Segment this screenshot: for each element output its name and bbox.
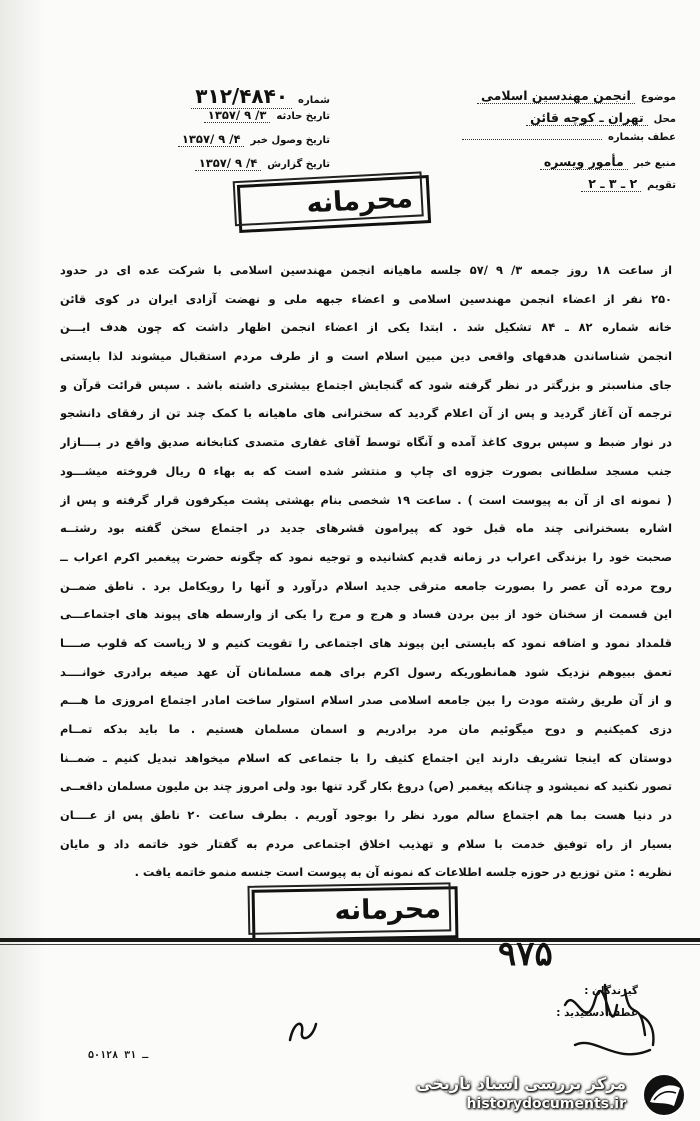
body-line: دزی کمیکنیم و دوح میگوئیم مان مرد برادریم و اسمان مسلمان هستیم . ما باید بدکه تمــام [60,722,672,736]
event-date-label: تاریخ حادثه [276,111,330,122]
body-line: در نوار ضبط و سپس بروی کاغذ آمده و آنگاه توسط آقای غفاری متصدی کتابخانه صدیق واقع در بــــازار [60,435,672,450]
receipt-date-row [100,132,330,156]
subject-label: موضوع [640,92,676,103]
handwritten-mark [282,1010,322,1050]
receipt-date-value: ۴/ ۹ /۱۳۵۷ [178,132,245,147]
report-date-row [100,156,330,180]
reference-value [462,139,602,140]
body-line: جای مناسبتر و بزرگتر در نظر گرفته شود که گنجایش اجتماع بیشتری داشته باشد . سپس قرائت قرآن و [60,377,672,392]
place-row [386,110,676,132]
subject-row [386,88,676,110]
body-line: بسیار از راه توفیق خدمت با سلام و تهذیب اخلاق اجتماعی مردم به گفتار خود خاتمه داد و مایان [60,836,672,851]
confidential-stamp-bottom: محرمانه [252,886,459,942]
number-value: ۳۱۲/۴۸۴۰ [191,84,292,109]
body-line: روح مرده آن عصر را بصورت جامعه مترقی جدید اسلام درآورد و آنها را رویکامل برد . ناطق ضمــن [60,578,672,593]
source-label: منبع خبر [633,158,676,169]
recipients-label: گیرندگان : [584,985,638,997]
report-date-label: تاریخ گزارش [267,159,330,170]
body-line: تصور نکنید که نمیشود و چنانکه پیغمبر (ص) دروغ بکار گرد تنها بود ولی امروز چند بن ملیون مسلمان داقعــی [60,779,672,794]
recipients-label-2: عطف دستیدید : [556,1007,638,1019]
place-value: تهران ـ کوچه قائن [526,110,648,126]
event-date-row [100,108,330,132]
subject-value: انجمن مهندسین اسلامی [477,88,635,104]
body-line: ۲۵۰ نفر از اعضاء انجمن مهندسین اسلامی و اعضاء جبهه ملی و نهضت آزادی ایران در کوی قائن [60,291,672,306]
receipt-date-label: تاریخ وصول خبر [250,135,330,146]
reference-label: عطف بشماره [607,132,676,143]
body-line: دوستان که اینجا تشریف دارند این اجتماع کثیف را با جتماعی که اسلام میخواهد تبدیل کنیم ـ ضمــنا [60,750,672,765]
archive-watermark [412,1072,696,1118]
place-label: محل [653,114,676,125]
body-line: تعمق ببیوهم نزدیک شود همانطوریکه رسول اکرم برای همه مسلمانان آن عهد صیغه برادری خوانــــد [60,664,672,679]
body-line: قلمداد نمود و اضافه نمود که بایستی این پیوند های اجتماعی را تقویت کنیم و لا زیاست که قلوب صــــا [60,635,672,650]
page-divider-thin [0,944,700,945]
header-left-block [100,84,330,180]
header-right-block [386,88,676,198]
watermark-url: historydocuments.ir [466,1096,626,1112]
source-row [386,154,676,176]
reference-row [386,132,676,154]
body-line: در دنیا هست بما هم اجتماع سالم مورد نظر را بوجود آوریم . بطرف ساعت ۲۰ ناطق پس از عــــان [60,808,672,823]
body-line: این قسمت از سخنان خود از بین بردن فساد و هرج و مرج را یکی از وارسطه های پیوند های اجتماعـــی [60,607,672,622]
rating-label: تقویم [647,180,676,191]
rating-value: ۲ ـ ۳ ـ ۲ [581,176,641,192]
body-line: ( نمونه ای از آن به پیوست است ) . ساعت ۱۹ شخصی بنام بهشتی پشت میکرفون قرار گرفته و پس از [60,492,672,507]
source-value: مأمور ویسره [540,154,628,170]
handwritten-signature [555,975,665,1070]
body-line: صحبت خود را بزندگی اعراب در زمانه قدیم کشانیده و توجیه نمود که چگونه حضرت پیغمبر اکرم اعراب ــ [60,549,672,564]
body-line: و از آن طریق رشته مودت را بین جامعه اسلامی صدر اسلام استوار ساخت امادر اجتماع امروزی ما هـــم [60,693,672,708]
page-number: ۹۷۵ [498,934,553,974]
body-line: انجمن شناساندن هدفهای واقعی دین مبین اسلام است و از طرف مردم استقبال میشوند لذا بایستی [60,349,672,364]
watermark-title: مرکز بررسی اسناد تاریخی [416,1074,626,1093]
number-row [100,84,330,108]
report-date-value: ۴/ ۹ /۱۳۵۷ [195,156,262,171]
body-line: نظریه : متن توزیع در حوزه جلسه اطلاعات که نمونه آن به پیوست است جنسه منمو خاتمه یافت . [134,865,672,880]
number-label: شماره [298,95,330,106]
confidential-stamp-top: محرمانه [237,175,431,233]
body-line: اشاره بسخنرانی چند ماه قبل خود که پیرامون قشرهای جدید در اجتماع سخن گفته بود رشتــه [60,521,672,536]
page-divider [0,938,700,942]
archive-logo-icon [634,1072,690,1118]
body-line: جنب مسجد سلطانی بصورت جزوه ای چاپ و منتشر شده است که به بهاء ۵ ریال فروخته میشـــود [60,463,672,478]
report-body [60,256,672,887]
paper-edge-shadow [0,0,46,1121]
event-date-value: ۳/ ۹ /۱۳۵۷ [204,108,271,123]
body-line: از ساعت ۱۸ روز جمعه ۳/ ۹ /۵۷ جلسه ماهیانه انجمن مهندسین اسلامی با شرکت عده ای در حدود [60,263,672,277]
body-line: خانه شماره ۸۲ ـ ۸۴ تشکیل شد . ابتدا یکی از اعضاء انجمن اظهار داشت که چون هدف ایـــن [60,320,672,335]
body-line: ترجمه آن آغاز گردید و پس از آن اعلام گردید که سخنرانی های ماهیانه با کمک چند تن از رفقای دانشجو [60,406,672,421]
reference-code: ۵۰۱۲۸ ـ ۳۱ [88,1050,149,1061]
